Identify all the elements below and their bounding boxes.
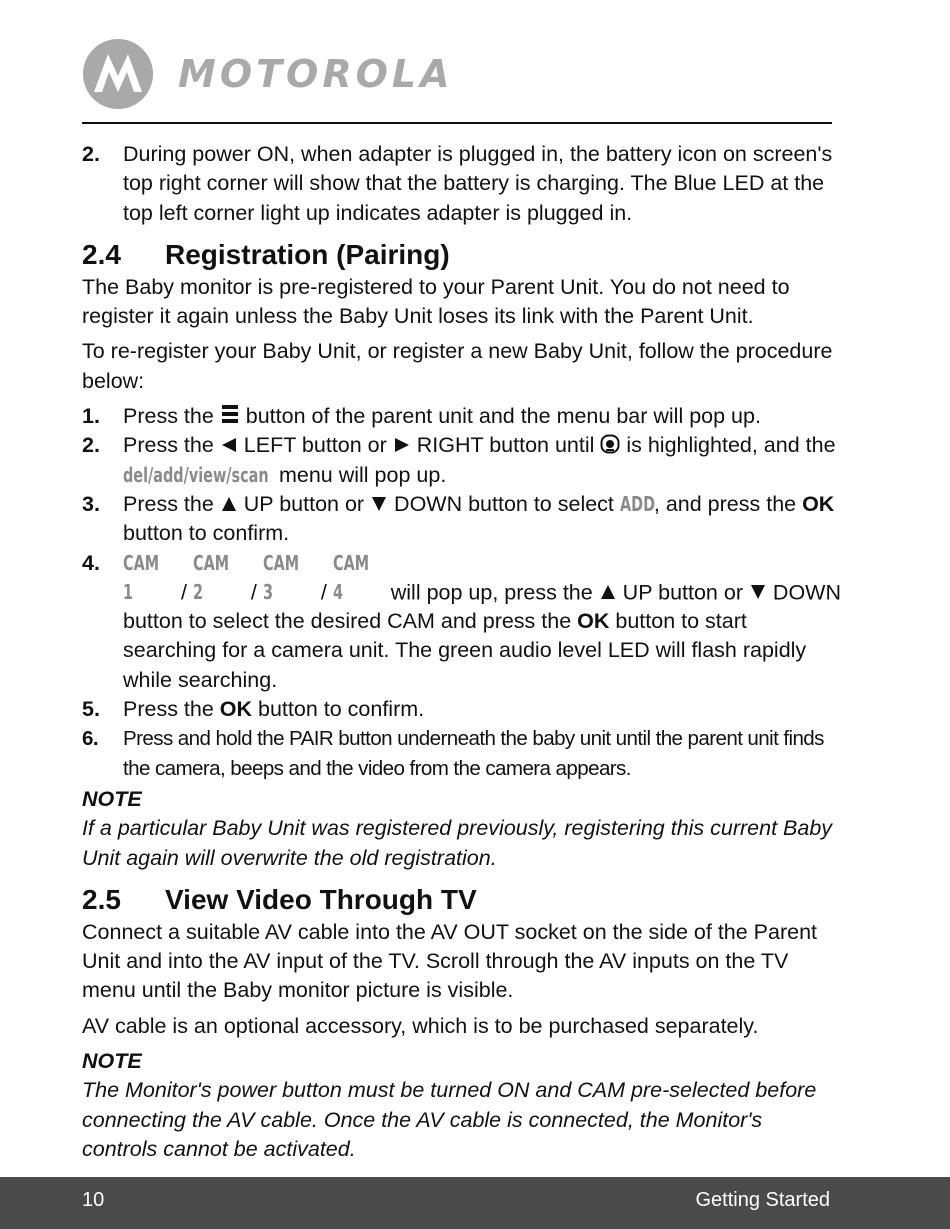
step-text: Press the <box>123 433 220 458</box>
paragraph: Connect a suitable AV cable into the AV OUT socket on the side of the Parent Unit and into the AV input of the TV. Scroll through the AV inputs on the TV menu until the Baby monitor picture is visible. <box>82 919 818 1003</box>
step-number: 5. <box>82 697 100 722</box>
up-arrow-icon <box>220 495 238 513</box>
section-number: 2.5 <box>82 883 121 915</box>
step-5 <box>82 695 842 724</box>
step-text: Press the <box>123 491 220 516</box>
separator: / <box>244 579 263 604</box>
step-3 <box>82 490 842 549</box>
steps-list <box>82 402 842 783</box>
down-arrow-icon <box>370 495 388 513</box>
step-text: button to start searching for a camera unit. The green audio level LED will flash rapidly while searching. <box>123 609 807 692</box>
down-arrow-icon <box>749 583 767 601</box>
step-text: LEFT button or <box>237 433 393 458</box>
step-text: DOWN button to select <box>388 491 620 516</box>
section-title: View Video Through TV <box>165 883 477 915</box>
separator: / <box>175 579 193 604</box>
brand-name: MOTOROLA <box>178 52 454 96</box>
up-arrow-icon <box>599 583 617 601</box>
motorola-logo-icon <box>82 38 154 110</box>
section-heading-2-5 <box>82 883 842 917</box>
camera-settings-icon <box>600 434 620 454</box>
intro-list-item <box>82 140 842 228</box>
lcd-menu-label: ADD <box>619 491 655 516</box>
step-number: 6. <box>82 727 98 751</box>
note-title: NOTE <box>82 786 142 811</box>
lcd-cam-label: CAM 2 <box>192 550 229 604</box>
separator: / <box>314 579 333 604</box>
step-text: button to confirm. <box>123 521 290 546</box>
step-text: Press and hold the PAIR button underneath the baby unit until the parent unit finds the camera, beeps and the video from the camera appears. <box>123 727 824 780</box>
step-text: UP button or <box>616 579 749 604</box>
step-text: Press the <box>123 697 220 722</box>
step-text: button of the parent unit and the menu bar will pop up. <box>239 404 761 429</box>
step-text: will pop up, press the <box>384 579 599 604</box>
page-footer <box>0 1177 950 1229</box>
step-text: UP button or <box>237 491 371 516</box>
paragraph: The Baby monitor is pre-registered to your Parent Unit. You do not need to register it again unless the Baby Unit loses its link with the Parent Unit. <box>82 274 790 329</box>
lcd-cam-label: CAM 3 <box>262 550 299 604</box>
page-number: 10 <box>82 1189 105 1211</box>
menu-icon <box>220 403 240 425</box>
step-text: button to confirm. <box>252 697 425 722</box>
footer-section-title: Getting Started <box>695 1189 830 1211</box>
step-2 <box>82 431 842 490</box>
ok-label: OK <box>802 491 835 516</box>
page-body <box>82 140 842 1164</box>
note-text: If a particular Baby Unit was registered previously, registering this current Baby Unit again will overwrite the old registration. <box>82 816 833 870</box>
step-text: RIGHT button until <box>410 433 601 458</box>
step-number: 1. <box>82 404 100 429</box>
left-arrow-icon <box>220 436 238 454</box>
section-title: Registration (Pairing) <box>165 238 450 270</box>
step-number: 3. <box>82 491 100 516</box>
paragraph: AV cable is an optional accessory, which is to be purchased separately. <box>82 1013 759 1038</box>
page-header <box>82 38 832 124</box>
right-arrow-icon <box>393 436 411 454</box>
ok-label: OK <box>219 697 253 722</box>
note-title: NOTE <box>82 1049 142 1074</box>
step-1 <box>82 402 842 431</box>
step-4 <box>82 549 842 695</box>
step-text: Press the <box>123 404 220 429</box>
step-text: , and press the <box>653 491 803 516</box>
list-text: During power ON, when adapter is plugged in, the battery icon on screen's top right corner will show that the battery is charging. The Blue LED at the top left corner light up indicates adapter is plugged in. <box>123 142 833 225</box>
step-number: 4. <box>82 550 100 575</box>
lcd-cam-label: CAM 4 <box>332 550 369 604</box>
paragraph: To re-register your Baby Unit, or register a new Baby Unit, follow the procedure below: <box>82 339 833 393</box>
section-number: 2.4 <box>82 238 121 270</box>
section-heading-2-4 <box>82 238 842 272</box>
step-text: DOWN button to select the desired CAM and press the <box>123 579 841 634</box>
step-number: 2. <box>82 433 100 458</box>
step-text: is highlighted, and the <box>620 433 836 458</box>
step-6 <box>82 724 842 783</box>
lcd-menu-label: del/add/view/scan <box>123 462 269 487</box>
lcd-cam-label: CAM 1 <box>123 550 160 604</box>
ok-label: OK <box>577 609 610 634</box>
step-text: menu will pop up. <box>273 462 447 487</box>
note-text: The Monitor's power button must be turned ON and CAM pre-selected before connecting the AV cable. Once the AV cable is connected, the Monitor's controls cannot be activated. <box>82 1078 817 1161</box>
list-number: 2. <box>82 142 100 166</box>
